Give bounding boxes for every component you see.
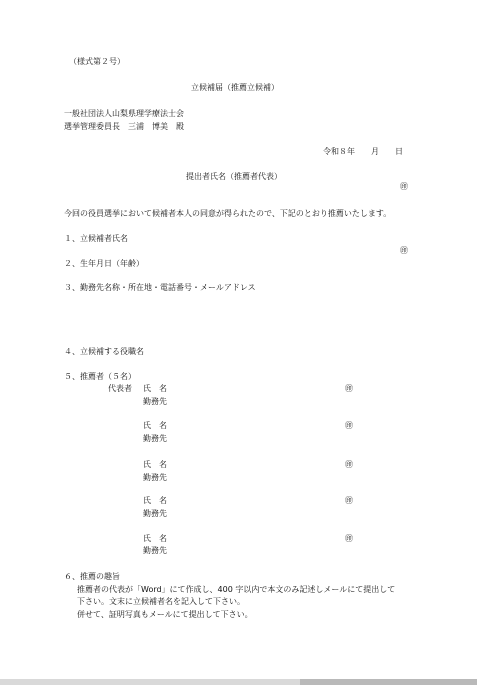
recommender-seal-icon: ㊞ [345, 421, 353, 430]
representative-label: 代表者 [108, 384, 132, 393]
recommender-name-label: 氏 名 [143, 496, 167, 505]
recommender-seal-icon: ㊞ [345, 460, 353, 469]
purpose-line-2: 下さい。文末に立候補者名を記入して下さい。 [77, 597, 245, 606]
recommender-seal-icon: ㊞ [345, 534, 353, 543]
document-title: 立候補届（推薦立候補） [191, 83, 279, 92]
form-number: （様式第２号） [69, 57, 125, 66]
candidate-seal-icon: ㊞ [400, 246, 408, 255]
recommender-name-label: 氏 名 [143, 421, 167, 430]
recommender-work-label: 勤務先 [143, 473, 167, 482]
scrollbar-thumb[interactable] [0, 679, 300, 685]
item-birth: ２、生年月日（年齢） [64, 259, 144, 268]
purpose-line-1: 推薦者の代表が「Word」にて作成し、400 字以内で本文のみ記述しメールにて提出して [77, 585, 396, 594]
recommender-name-label: 氏 名 [143, 534, 167, 543]
item-position: ４、立候補する役職名 [64, 347, 144, 356]
recommender-seal-icon: ㊞ [345, 496, 353, 505]
submitter-label: 提出者氏名（推薦者代表） [186, 172, 282, 181]
date-line: 令和８年 月 日 [323, 147, 403, 156]
recommender-work-label: 勤務先 [143, 546, 167, 555]
addressee-org: 一般社団法人山梨県理学療法士会 [64, 109, 184, 118]
item-recommenders: ５、推薦者（５名） [64, 372, 136, 381]
recommender-work-label: 勤務先 [143, 434, 167, 443]
recommender-work-label: 勤務先 [143, 509, 167, 518]
recommender-seal-icon: ㊞ [345, 384, 353, 393]
purpose-line-3: 併せて、証明写真もメールにて提出して下さい。 [77, 610, 253, 619]
recommender-name-label: 氏 名 [143, 460, 167, 469]
item-workplace: ３、勤務先名称・所在地・電話番号・メールアドレス [64, 283, 256, 292]
horizontal-scrollbar[interactable] [0, 679, 477, 685]
submitter-seal-icon: ㊞ [400, 182, 408, 191]
addressee-person: 選挙管理委員長 三浦 博美 殿 [64, 122, 184, 131]
recommender-name-label: 氏 名 [143, 384, 167, 393]
item-candidate-name: １、立候補者氏名 [64, 234, 128, 243]
recommender-work-label: 勤務先 [143, 397, 167, 406]
item-purpose-heading: ６、推薦の趣旨 [64, 572, 120, 581]
intro-text: 今回の役員選挙において候補者本人の同意が得られたので、下記のとおり推薦いたします。 [64, 209, 392, 218]
